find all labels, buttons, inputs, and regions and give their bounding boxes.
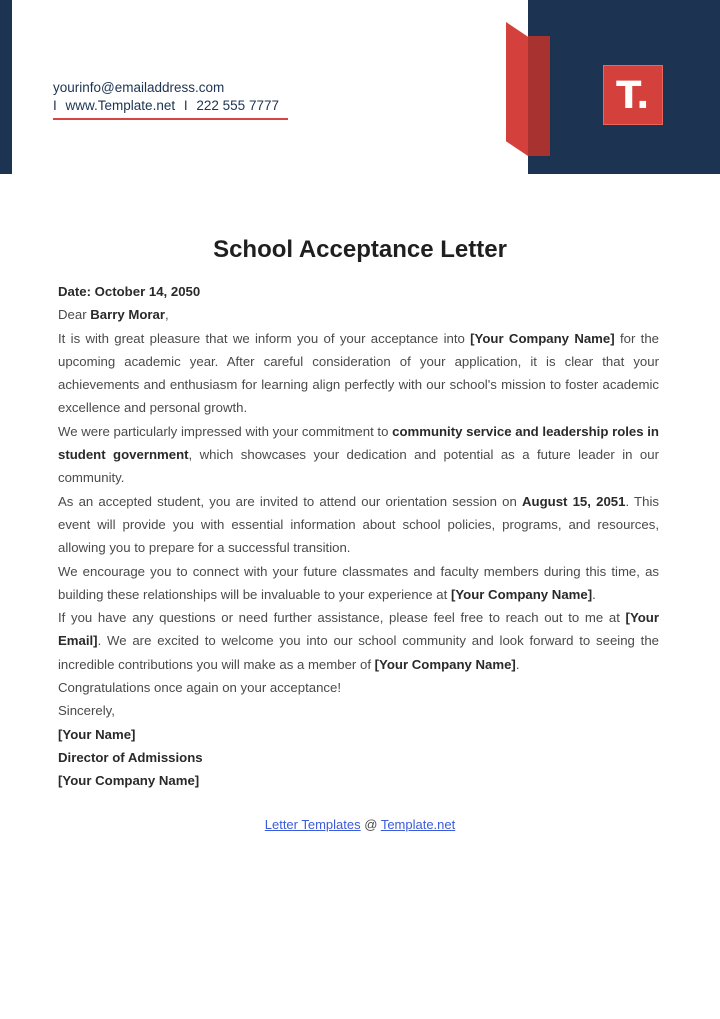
- header-left-bar: [0, 0, 12, 174]
- contact-phone: 222 555 7777: [196, 98, 279, 113]
- letter-date: Date: October 14, 2050: [58, 284, 201, 299]
- ribbon-decoration: [506, 22, 528, 156]
- closing: Sincerely,: [58, 703, 115, 719]
- contact-separator: I: [53, 98, 57, 113]
- signature-title: Director of Admissions: [58, 749, 203, 765]
- paragraph-5: If you have any questions or need further assistance, please feel free to reach out to me at [Your Email]. We are excited to welcome you into our school community and look forward to seeing the incredible contributions you will make as a member of [Your Company Name].: [58, 610, 659, 672]
- contact-email: yourinfo@emailaddress.com: [53, 80, 225, 95]
- contact-separator: I: [183, 98, 188, 113]
- contact-line: [53, 97, 279, 115]
- greeting: Dear Barry Morar,: [58, 307, 169, 323]
- paragraph-2: We were particularly impressed with your commitment to community service and leadership roles in student government, which showcases your dedication and potential as a future leader in our community.: [58, 423, 659, 486]
- ribbon-shadow: [528, 36, 550, 156]
- template-net-link[interactable]: Template.net: [380, 817, 456, 832]
- recipient-name: Barry Morar: [90, 307, 166, 323]
- letter-body: [58, 280, 659, 793]
- letter-title: School Acceptance Letter: [213, 236, 507, 263]
- signature-company: [Your Company Name]: [58, 773, 200, 789]
- paragraph-3: As an accepted student, you are invited to attend our orientation session on August 15, 2051. This event will provide you with essential information about school policies, programs, and resources, allowing you to prepare for a successful transition.: [58, 493, 659, 556]
- paragraph-4: We encourage you to connect with your future classmates and faculty members during this time, as building these relationships will be invaluable to your experience at [Your Company Name].: [58, 563, 659, 602]
- logo-letter: T.: [616, 73, 650, 117]
- template-logo: [601, 63, 665, 127]
- footer-credit: [0, 817, 720, 832]
- footer-at: @: [360, 817, 381, 832]
- contact-website: www.Template.net: [65, 98, 176, 113]
- paragraph-1: It is with great pleasure that we inform you of your acceptance into [Your Company Name] for the upcoming academic year. After careful consideration of your application, it is clear that your achievements and enthusiasm for learning align perfectly with our school's mission to foster academic excellence and personal growth.: [58, 330, 659, 416]
- paragraph-6: Congratulations once again on your acceptance!: [58, 680, 341, 696]
- contact-divider: [53, 118, 288, 120]
- contact-block: [53, 79, 279, 115]
- signature-name: [Your Name]: [58, 726, 136, 742]
- letter-templates-link[interactable]: Letter Templates: [264, 817, 361, 832]
